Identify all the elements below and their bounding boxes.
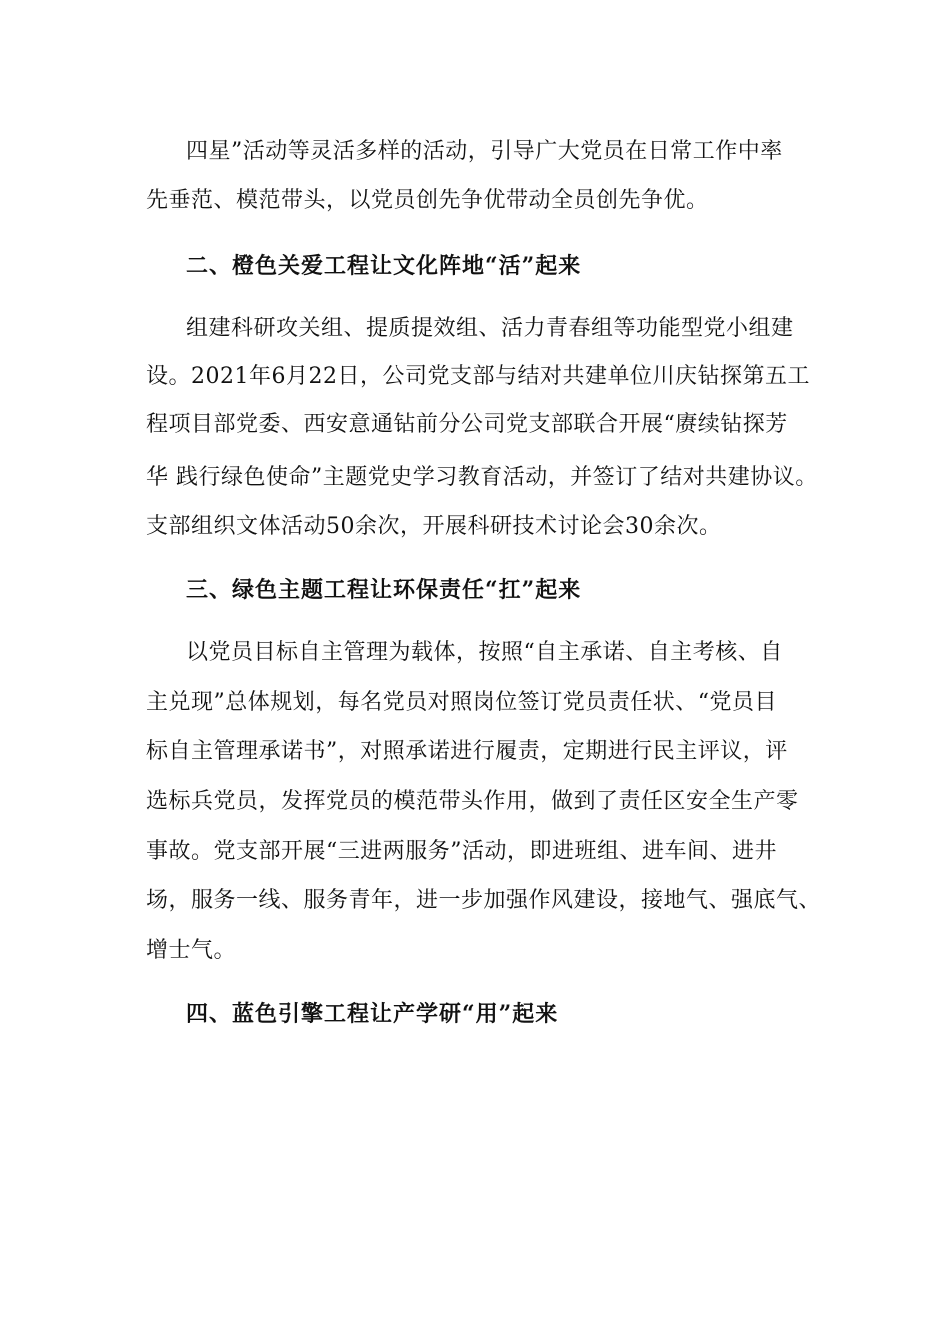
section-heading: 二、橙色关爱工程让文化阵地“活”起来 <box>186 253 582 279</box>
paragraph-line: 以党员目标自主管理为载体，按照“自主承诺、自主考核、自 <box>186 640 783 665</box>
paragraph-line: 事故。党支部开展“三进两服务”活动，即进班组、进车间、进井 <box>146 839 777 864</box>
paragraph-line: 选标兵党员，发挥党员的模范带头作用，做到了责任区安全生产零 <box>146 789 799 814</box>
paragraph-line: 华 践行绿色使命”主题党史学习教育活动，并签订了结对共建协议。 <box>146 465 818 490</box>
paragraph-line: 先垂范、模范带头，以党员创先争优带动全员创先争优。 <box>146 188 709 213</box>
section-heading: 四、蓝色引擎工程让产学研“用”起来 <box>186 1001 559 1027</box>
section-heading: 三、绿色主题工程让环保责任“扛”起来 <box>186 577 582 603</box>
paragraph-line: 组建科研攻关组、提质提效组、活力青春组等功能型党小组建 <box>186 316 794 341</box>
paragraph-line: 标自主管理承诺书”，对照承诺进行履责，定期进行民主评议，评 <box>146 739 788 764</box>
paragraph-line: 四星”活动等灵活多样的活动，引导广大党员在日常工作中率 <box>186 139 783 164</box>
paragraph-line: 程项目部党委、西安意通钻前分公司党支部联合开展“赓续钻探芳 <box>146 412 788 437</box>
paragraph-line: 增士气。 <box>146 938 237 963</box>
paragraph-line: 支部组织文体活动50余次，开展科研技术讨论会30余次。 <box>146 514 722 539</box>
paragraph-line: 设。2021年6月22日，公司党支部与结对共建单位川庆钻探第五工 <box>146 364 810 389</box>
paragraph-line: 主兑现”总体规划，每名党员对照岗位签订党员责任状、“党员目 <box>146 690 777 715</box>
paragraph-line: 场，服务一线、服务青年，进一步加强作风建设，接地气、强底气、 <box>146 888 822 913</box>
